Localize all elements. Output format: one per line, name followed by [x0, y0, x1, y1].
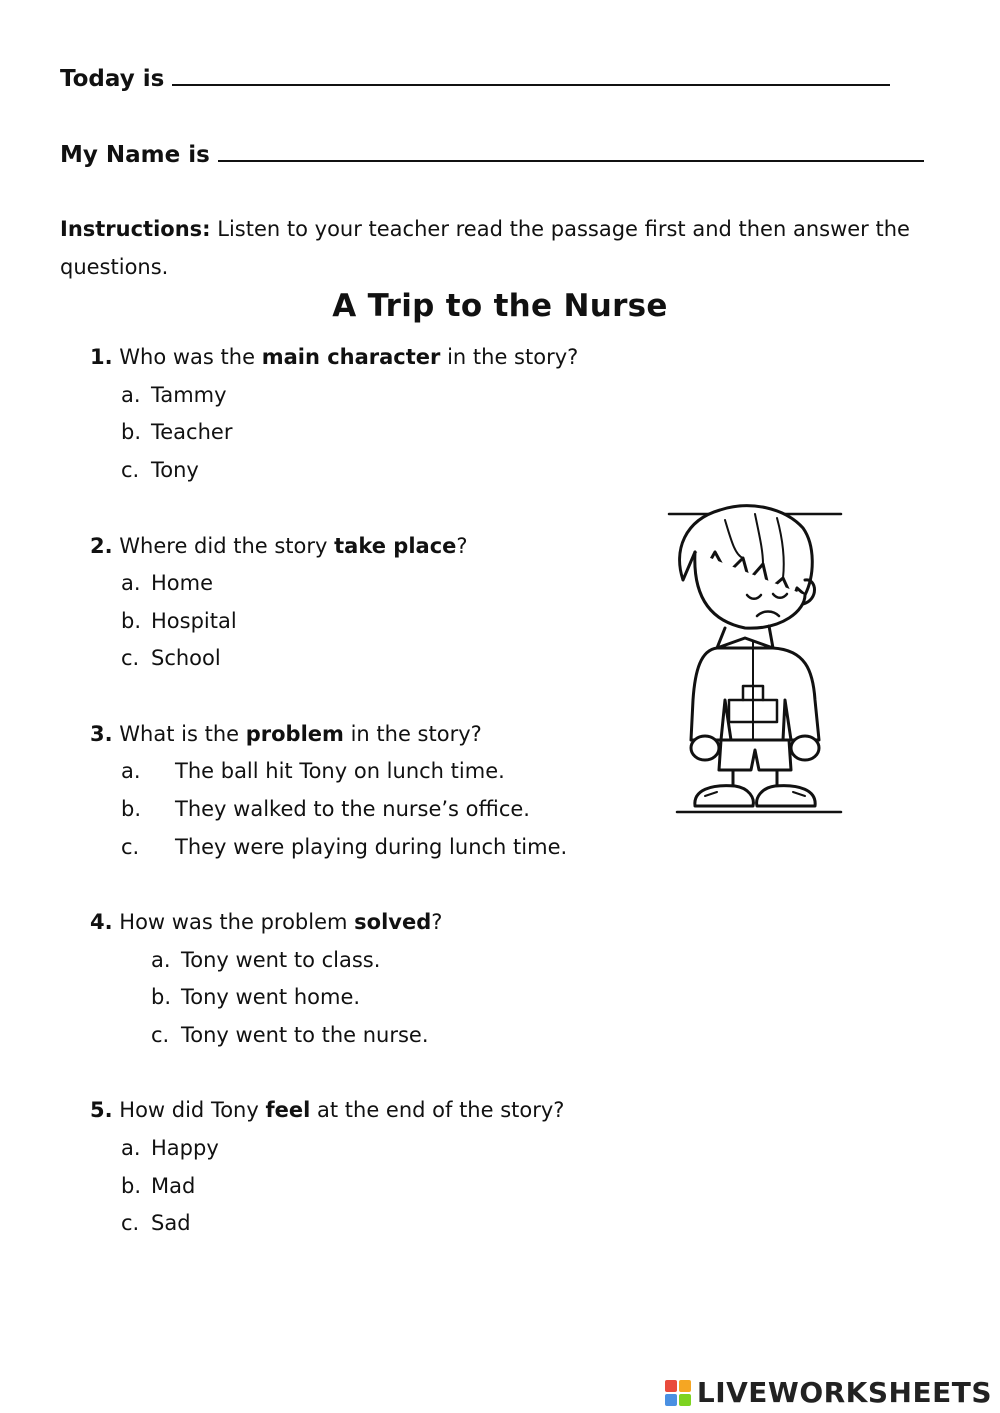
option-letter: c. — [121, 835, 140, 859]
option-letter: b. — [121, 1174, 142, 1198]
question-text-pre: What is the — [119, 722, 240, 746]
logo-block — [665, 1380, 677, 1392]
page-title: A Trip to the Nurse — [332, 288, 668, 324]
option-text: Teacher — [151, 420, 233, 444]
question-text-post: in the story? — [447, 345, 579, 369]
option-text: Tony went to class. — [181, 948, 381, 972]
question-2 — [90, 531, 468, 561]
logo-blocks-icon — [665, 1380, 691, 1406]
option-letter: b. — [121, 797, 142, 821]
option-text: Happy — [151, 1136, 219, 1160]
question-1 — [90, 342, 578, 372]
today-blank[interactable] — [172, 64, 890, 86]
option-text: Sad — [151, 1211, 191, 1235]
question-4 — [90, 907, 442, 937]
option-2b[interactable] — [121, 606, 237, 636]
option-text: They walked to the nurse’s office. — [175, 797, 530, 821]
logo-block — [679, 1394, 691, 1406]
instructions — [60, 210, 930, 286]
option-letter: c. — [121, 646, 140, 670]
question-3 — [90, 719, 482, 749]
logo-block — [665, 1394, 677, 1406]
option-letter: a. — [121, 383, 141, 407]
option-3c[interactable] — [121, 832, 567, 862]
question-text-pre: How was the problem — [119, 910, 348, 934]
option-letter: a. — [121, 571, 141, 595]
option-text: They were playing during lunch time. — [175, 835, 568, 859]
option-text: Tammy — [151, 383, 227, 407]
question-number: 2. — [90, 534, 113, 558]
question-5 — [90, 1095, 564, 1125]
option-2a[interactable] — [121, 568, 213, 598]
question-keyword: feel — [265, 1098, 311, 1122]
option-text: School — [151, 646, 221, 670]
today-label: Today is — [60, 66, 165, 92]
option-letter: a. — [151, 948, 171, 972]
option-3a[interactable] — [121, 756, 505, 786]
option-4c[interactable] — [151, 1020, 429, 1050]
option-4a[interactable] — [151, 945, 380, 975]
question-text-post: at the end of the story? — [317, 1098, 565, 1122]
question-text-post: ? — [431, 910, 443, 934]
option-letter: b. — [151, 985, 172, 1009]
instructions-text: Listen to your teacher read the passage first and then answer the questions. — [60, 217, 910, 279]
question-text-post: in the story? — [350, 722, 482, 746]
option-text: Tony went home. — [181, 985, 361, 1009]
option-letter: a. — [121, 1136, 141, 1160]
option-5b[interactable] — [121, 1171, 195, 1201]
question-keyword: main character — [261, 345, 441, 369]
question-number: 3. — [90, 722, 113, 746]
option-letter: c. — [121, 458, 140, 482]
sad-boy-illustration — [665, 500, 845, 820]
option-1b[interactable] — [121, 417, 232, 447]
instructions-label: Instructions: — [60, 217, 211, 241]
option-letter: a. — [121, 759, 141, 783]
name-line — [60, 140, 924, 168]
option-letter: b. — [121, 609, 142, 633]
option-5a[interactable] — [121, 1133, 219, 1163]
question-text-pre: Where did the story — [119, 534, 328, 558]
question-number: 4. — [90, 910, 113, 934]
option-3b[interactable] — [121, 794, 530, 824]
option-text: Hospital — [151, 609, 237, 633]
name-blank[interactable] — [218, 140, 924, 162]
logo-text: LIVEWORKSHEETS — [696, 1376, 992, 1409]
option-letter: c. — [121, 1211, 140, 1235]
option-text: The ball hit Tony on lunch time. — [175, 759, 505, 783]
question-keyword: problem — [245, 722, 344, 746]
liveworksheets-logo[interactable] — [665, 1376, 992, 1409]
question-text-pre: Who was the — [119, 345, 256, 369]
option-2c[interactable] — [121, 643, 221, 673]
today-line — [60, 64, 890, 92]
question-keyword: take place — [334, 534, 457, 558]
question-text-post: ? — [456, 534, 468, 558]
option-letter: c. — [151, 1023, 170, 1047]
option-text: Tony went to the nurse. — [181, 1023, 429, 1047]
question-keyword: solved — [354, 910, 432, 934]
option-text: Home — [151, 571, 214, 595]
option-5c[interactable] — [121, 1208, 191, 1238]
option-4b[interactable] — [151, 982, 360, 1012]
option-1a[interactable] — [121, 380, 227, 410]
option-letter: b. — [121, 420, 142, 444]
logo-block — [679, 1380, 691, 1392]
option-text: Mad — [151, 1174, 196, 1198]
option-1c[interactable] — [121, 455, 199, 485]
question-number: 1. — [90, 345, 113, 369]
question-number: 5. — [90, 1098, 113, 1122]
option-text: Tony — [151, 458, 199, 482]
question-text-pre: How did Tony — [119, 1098, 259, 1122]
name-label: My Name is — [60, 142, 210, 168]
